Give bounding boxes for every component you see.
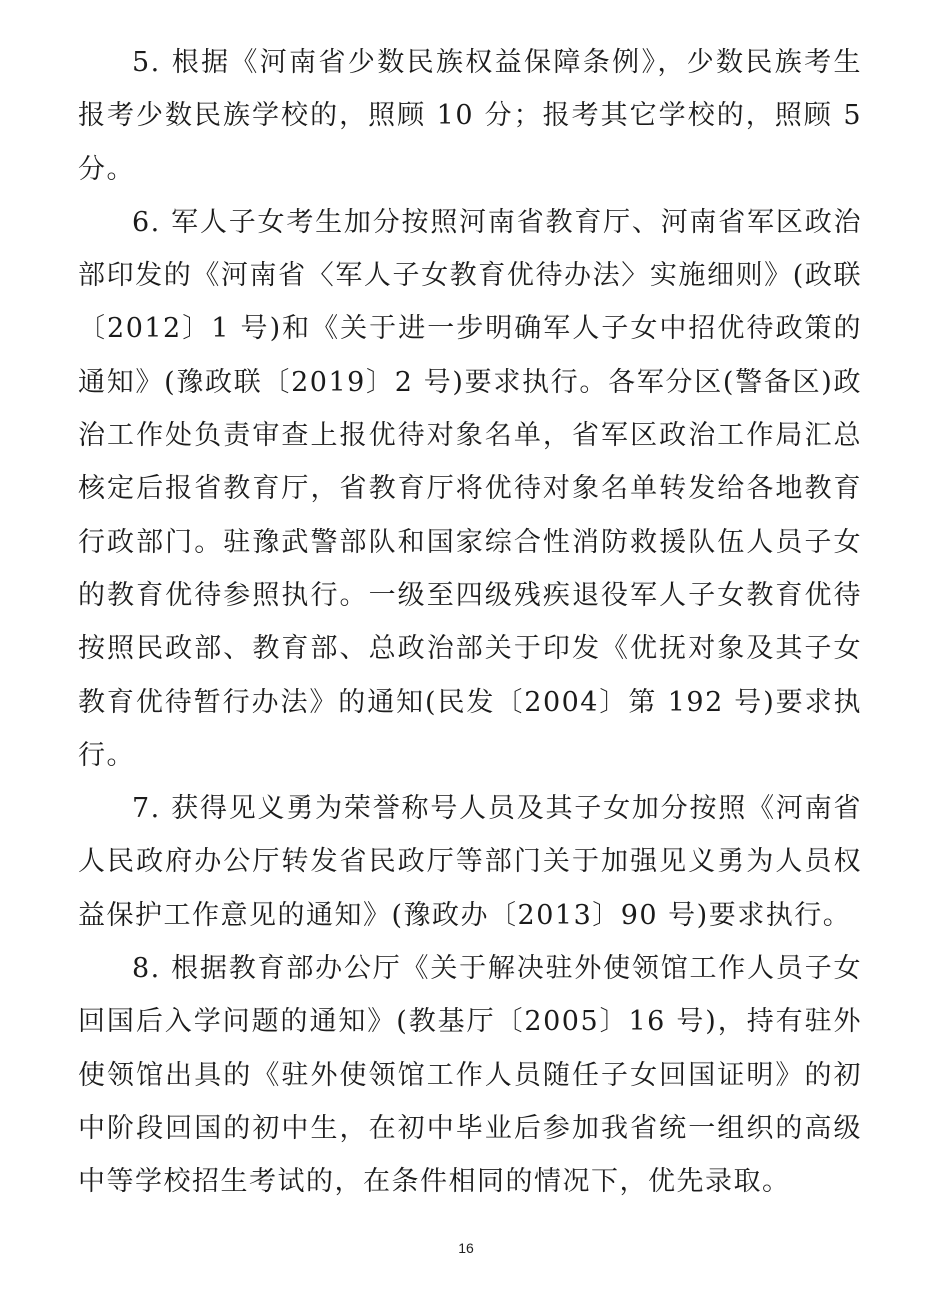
paragraph-item-6: 6. 军人子女考生加分按照河南省教育厅、河南省军区政治部印发的《河南省〈军人子女教育优待办法〉实施细则》(政联〔2012〕1 号)和《关于进一步明确军人子女中招优待政策的通知》(豫政联〔2019〕2 号)要求执行。各军分区(警备区)政治工作处负责审查上报优待对象名单，省军区政治工作局汇总核定后报省教育厅，省教育厅将优待对象名单转发给各地教育行政部门。驻豫武警部队和国家综合性消防救援队伍人员子女的教育优待参照执行。一级至四级残疾退役军人子女教育优待按照民政部、教育部、总政治部关于印发《优抚对象及其子女教育优待暂行办法》的通知(民发〔2004〕第 192 号)要求执行。 <box>78 206 862 771</box>
page-number: 16 <box>458 1240 474 1256</box>
paragraph-item-8: 8. 根据教育部办公厅《关于解决驻外使领馆工作人员子女回国后入学问题的通知》(教基厅〔2005〕16 号)，持有驻外使领馆出具的《驻外使领馆工作人员随任子女回国证明》的初中阶段回国的初中生，在初中毕业后参加我省统一组织的高级中等学校招生考试的，在条件相同的情况下，优先录取。 <box>78 953 862 1198</box>
paragraph-item-7: 7. 获得见义勇为荣誉称号人员及其子女加分按照《河南省人民政府办公厅转发省民政厅等部门关于加强见义勇为人员权益保护工作意见的通知》(豫政办〔2013〕90 号)要求执行。 <box>78 793 862 931</box>
paragraph-item-5: 5. 根据《河南省少数民族权益保障条例》，少数民族考生报考少数民族学校的，照顾 10 分；报考其它学校的，照顾 5 分。 <box>78 47 862 185</box>
document-body <box>78 36 862 1209</box>
